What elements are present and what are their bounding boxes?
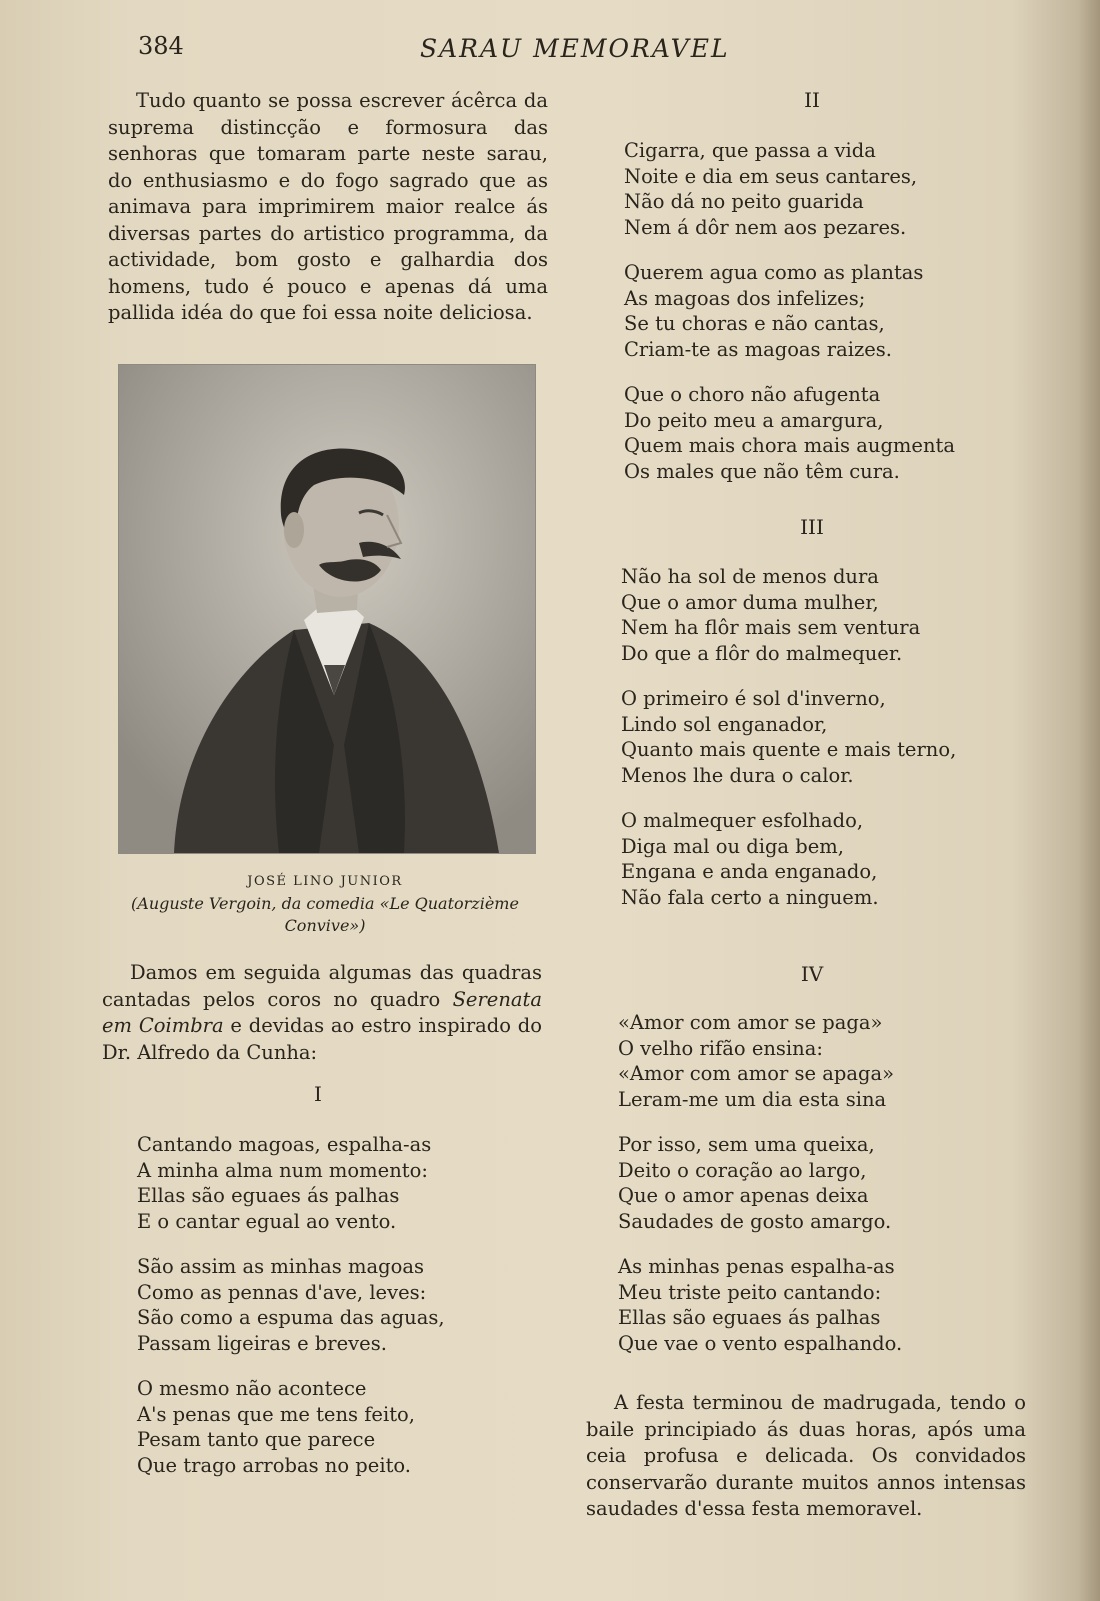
verse-line: Que vae o vento espalhando. bbox=[618, 1331, 903, 1355]
verse-line: Não ha sol de menos dura bbox=[621, 565, 879, 588]
verse-line: Ellas são eguaes ás palhas bbox=[618, 1306, 881, 1329]
stanza bbox=[137, 1254, 557, 1356]
verse-line: Quanto mais quente e mais terno, bbox=[621, 738, 957, 761]
verse-line: O primeiro é sol d'inverno, bbox=[621, 687, 886, 710]
verse-line: Saudades de gosto amargo. bbox=[618, 1209, 892, 1233]
stanza bbox=[137, 1376, 557, 1478]
stanza bbox=[624, 260, 1044, 362]
stanza bbox=[621, 686, 1041, 788]
verse-line: O malmequer esfolhado, bbox=[621, 809, 864, 832]
verse-line: As magoas dos infelizes; bbox=[624, 286, 866, 310]
quadras-intro-text-a: Damos em seguida algumas das quadras cantadas pelos coros no quadro bbox=[102, 961, 542, 1011]
verse-line: Cantando magoas, espalha-as bbox=[137, 1133, 432, 1156]
verse-line: Diga mal ou diga bem, bbox=[621, 834, 844, 858]
verse-line: A's penas que me tens feito, bbox=[137, 1402, 415, 1426]
verse-line: Não dá no peito guarida bbox=[624, 190, 864, 213]
verse-line: Noite e dia em seus cantares, bbox=[624, 164, 918, 188]
verse-line: A minha alma num momento: bbox=[137, 1158, 428, 1182]
verse-line: Os males que não têm cura. bbox=[624, 459, 900, 483]
verse-line: Que o choro não afugenta bbox=[624, 383, 881, 406]
section-i bbox=[108, 1082, 528, 1106]
verse-line: O velho rifão ensina: bbox=[618, 1036, 823, 1060]
verse-line: Que o amor apenas deixa bbox=[618, 1184, 869, 1207]
page-number: 384 bbox=[138, 32, 184, 60]
intro-paragraph: Tudo quanto se possa escrever ácêrca da suprema distincção e formosura das senhoras que tomaram parte neste sarau, do enthusiasmo e do fogo sagrado que as animava para imprimirem maior realce ás diversas partes do artistico programma, da actividade, bom gosto e galhardia dos homens, tudo é pouco e apenas dá uma pallida idéa do que foi essa noite deliciosa. bbox=[108, 89, 548, 324]
verse-line: Ellas são eguaes ás palhas bbox=[137, 1184, 400, 1207]
caption-name: JOSÉ LINO JUNIOR bbox=[247, 874, 403, 889]
verse-line: Criam-te as magoas raizes. bbox=[624, 337, 892, 361]
verse-line: São como a espuma das aguas, bbox=[137, 1306, 445, 1329]
verse-line: Do peito meu a amargura, bbox=[624, 408, 884, 432]
caption-credit: (Auguste Vergoin, da comedia «Le Quatorzième Convive») bbox=[131, 894, 519, 935]
running-title: SARAU MEMORAVEL bbox=[420, 34, 730, 63]
portrait-illustration bbox=[119, 365, 535, 853]
verse-line: Nem ha flôr mais sem ventura bbox=[621, 616, 921, 639]
verse-line: Querem agua como as plantas bbox=[624, 261, 924, 284]
stanza bbox=[618, 1132, 1038, 1234]
verse-line: E o cantar egual ao vento. bbox=[137, 1209, 397, 1233]
left-column bbox=[108, 88, 548, 327]
verse-line: Que trago arrobas no peito. bbox=[137, 1453, 411, 1477]
verse-line: Pesam tanto que parece bbox=[137, 1428, 376, 1451]
left-column-lower bbox=[102, 960, 542, 1066]
verse-line: Lindo sol enganador, bbox=[621, 712, 828, 736]
verse-line: São assim as minhas magoas bbox=[137, 1255, 424, 1278]
quadras-intro-paragraph bbox=[102, 960, 542, 1066]
verse-line: «Amor com amor se apaga» bbox=[618, 1062, 895, 1085]
stanza bbox=[618, 1010, 1038, 1112]
section-numeral-iii: III bbox=[800, 515, 824, 539]
verse-line: Deito o coração ao largo, bbox=[618, 1158, 867, 1182]
stanza bbox=[137, 1132, 557, 1234]
stanza bbox=[618, 1254, 1038, 1356]
verse-line: Do que a flôr do malmequer. bbox=[621, 641, 903, 665]
verse-line: Nem á dôr nem aos pezares. bbox=[624, 215, 907, 239]
section-iii bbox=[612, 515, 1012, 539]
section-numeral-i: I bbox=[314, 1082, 322, 1106]
verse-line: Engana e anda enganado, bbox=[621, 860, 878, 883]
verse-line: As minhas penas espalha-as bbox=[618, 1255, 895, 1278]
quadras-intro-text-b: e devidas ao estro inspirado do Dr. Alfredo da Cunha: bbox=[102, 1014, 542, 1064]
verse-line: Menos lhe dura o calor. bbox=[621, 763, 854, 787]
verse-line: O mesmo não acontece bbox=[137, 1377, 367, 1400]
section-numeral-iv: IV bbox=[800, 962, 824, 986]
verse-line: «Amor com amor se paga» bbox=[618, 1011, 883, 1034]
verse-line: Que o amor duma mulher, bbox=[621, 590, 879, 614]
verse-line: Passam ligeiras e breves. bbox=[137, 1331, 387, 1355]
verse-line: Leram-me um dia esta sina bbox=[618, 1087, 887, 1111]
stanza bbox=[621, 564, 1041, 666]
section-numeral-ii: II bbox=[804, 88, 820, 112]
verse-line: Quem mais chora mais augmenta bbox=[624, 434, 955, 457]
stanza bbox=[624, 138, 1044, 240]
closing-paragraph: A festa terminou de madrugada, tendo o baile principiado ás duas horas, após uma ceia profusa e delicada. Os convidados conservarão durante muitos annos intensas saudades d'essa festa memoravel. bbox=[586, 1391, 1026, 1520]
portrait-figure bbox=[118, 364, 538, 858]
verse-line: Como as pennas d'ave, leves: bbox=[137, 1280, 427, 1304]
stanza bbox=[621, 808, 1041, 910]
section-ii bbox=[612, 88, 1032, 112]
section-iv bbox=[612, 962, 1012, 986]
verse-line: Meu triste peito cantando: bbox=[618, 1280, 882, 1304]
page-header bbox=[0, 32, 1100, 72]
section-iii-stanzas bbox=[621, 564, 1041, 910]
verse-line: Se tu choras e não cantas, bbox=[624, 312, 885, 335]
section-ii-stanzas bbox=[624, 138, 1044, 484]
section-i-stanzas bbox=[137, 1132, 557, 1478]
verse-line: Não fala certo a ninguem. bbox=[621, 885, 879, 909]
verse-line: Cigarra, que passa a vida bbox=[624, 139, 876, 162]
serenata-title: Serenata em Coimbra bbox=[102, 987, 542, 1037]
portrait-photo bbox=[118, 364, 536, 854]
verse-line: Por isso, sem uma queixa, bbox=[618, 1133, 875, 1156]
portrait-caption bbox=[105, 874, 545, 937]
closing-block bbox=[586, 1390, 1026, 1523]
page-edge-shadow bbox=[1078, 0, 1100, 1601]
section-iv-stanzas bbox=[618, 1010, 1038, 1356]
stanza bbox=[624, 382, 1044, 484]
